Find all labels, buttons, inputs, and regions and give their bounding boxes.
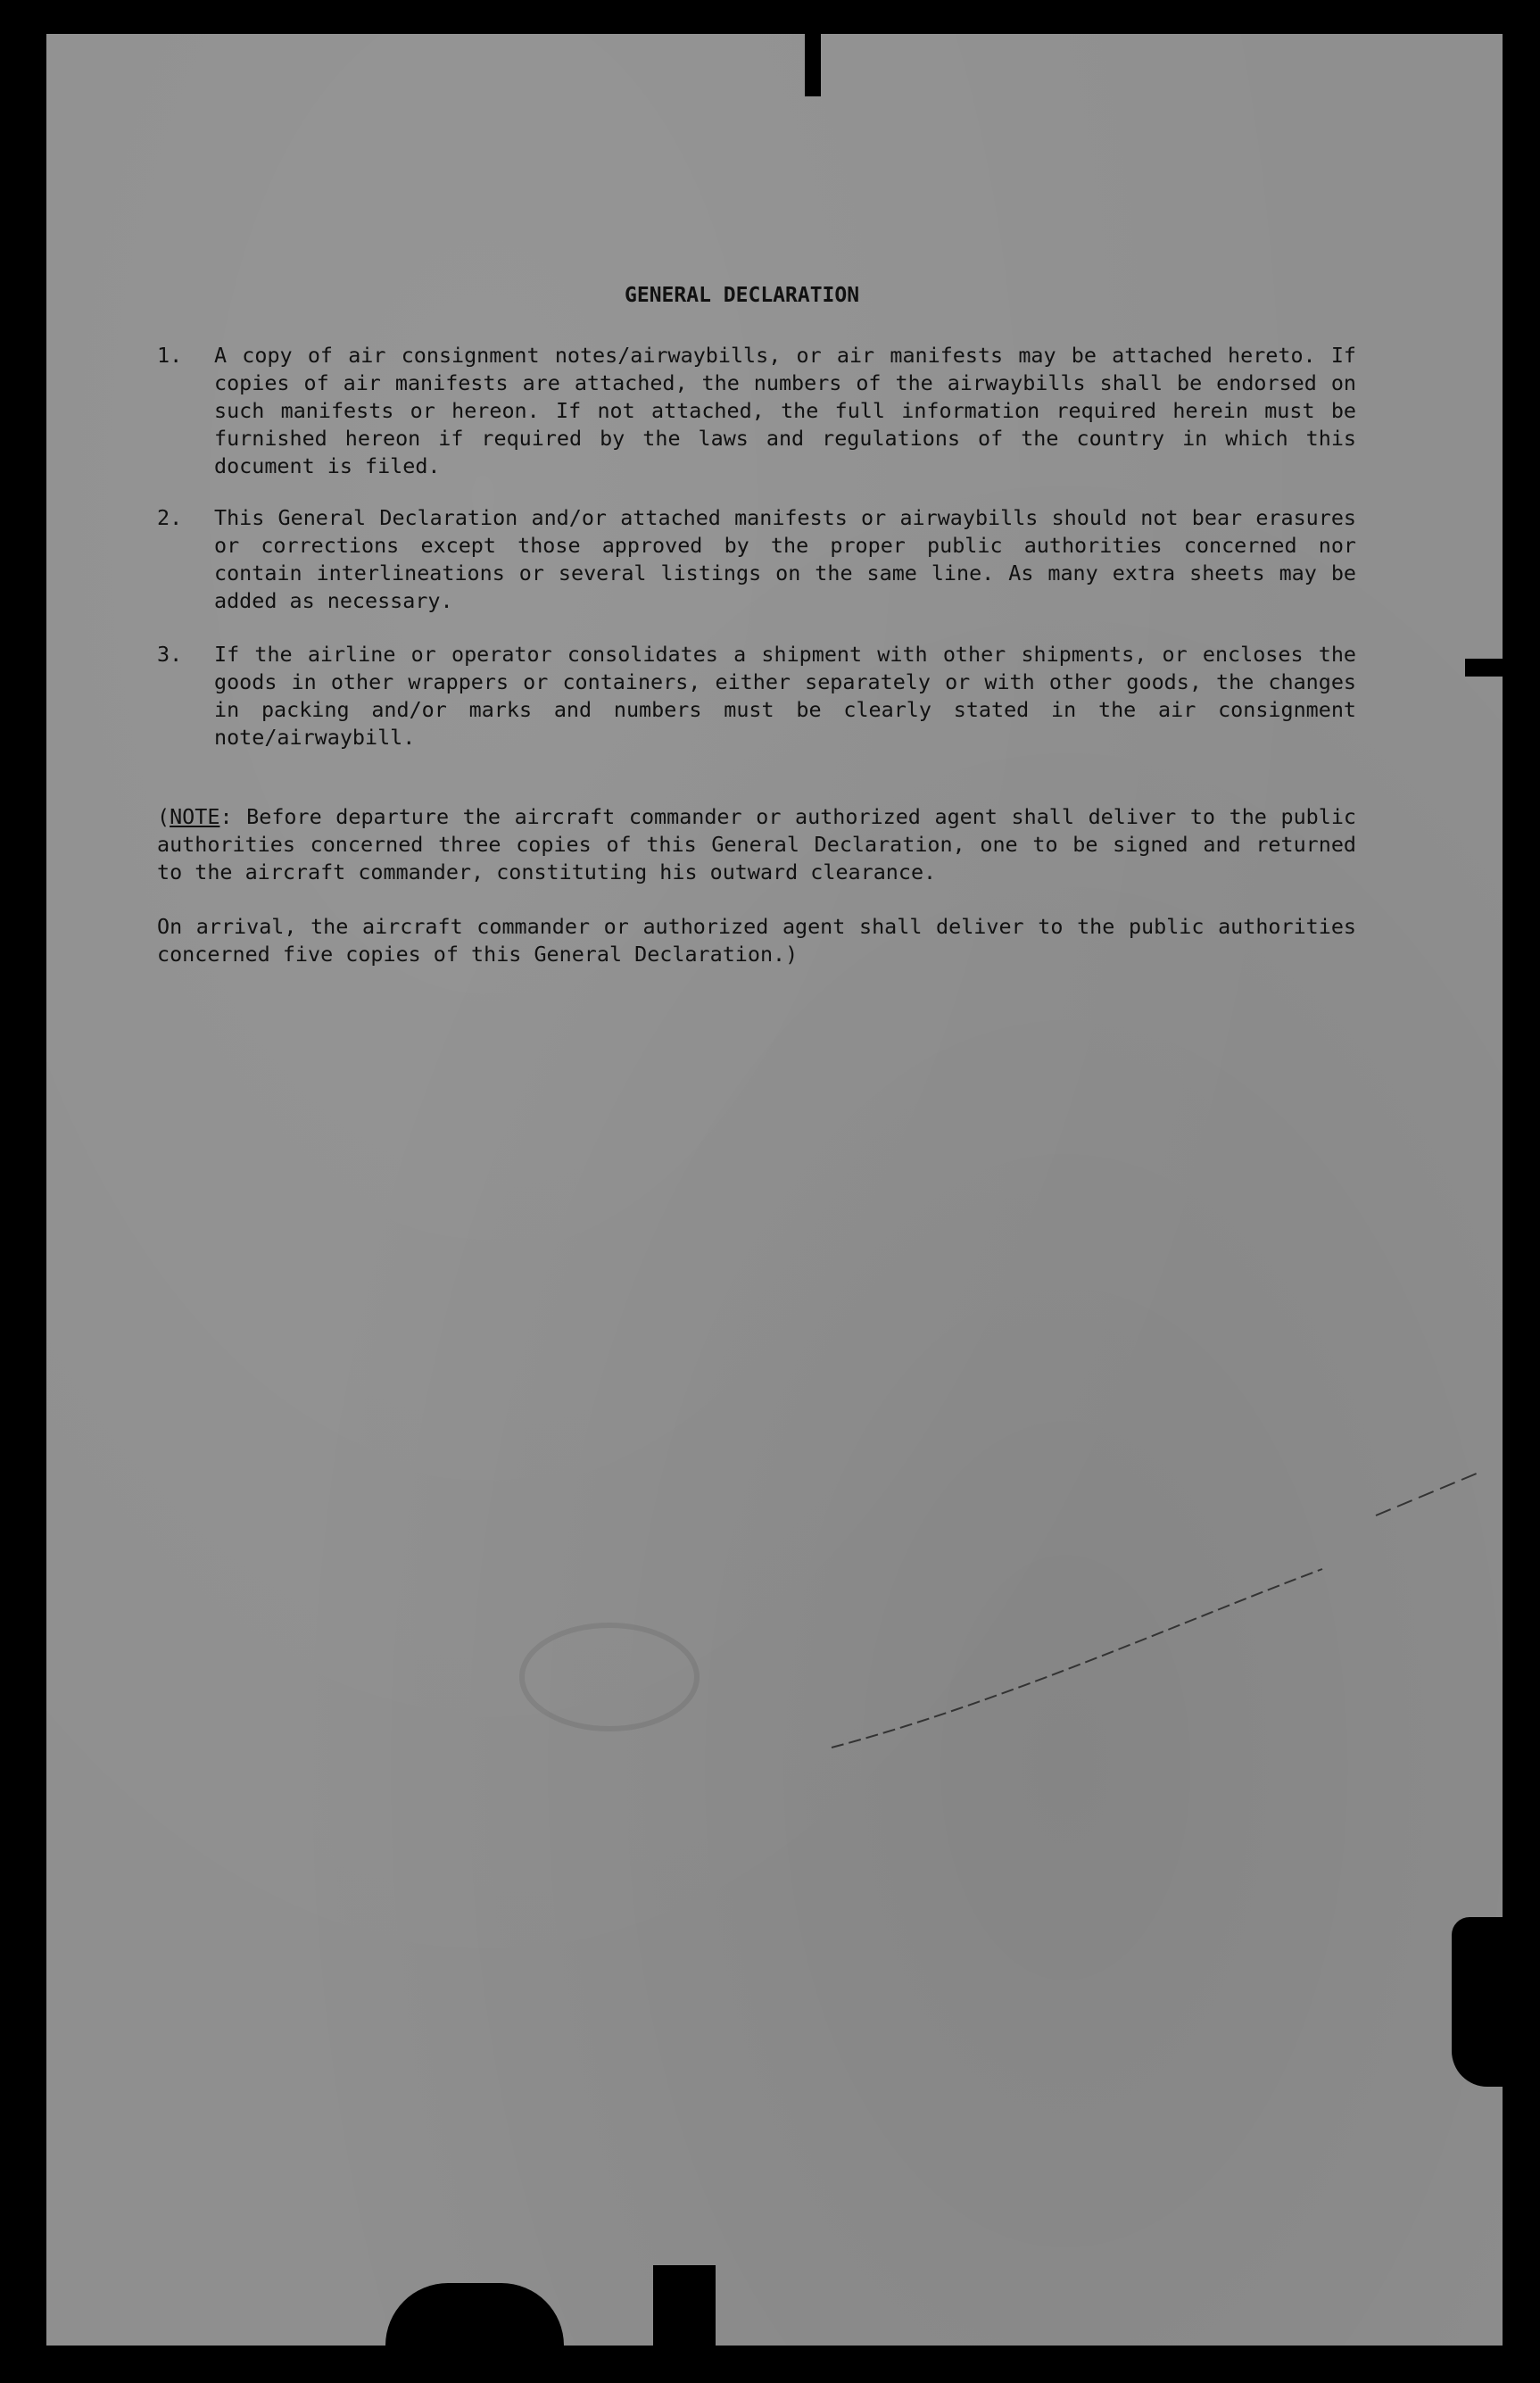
item-3-text: If the airline or operator consolidates a shipment with other shipments, or encloses the goods in other wrappers or containers, either separately or with other goods, the changes in packing and/or marks and numbers must be clearly stated in the air consignment note/airwaybill. [214,642,1356,750]
right-edge-damage [1452,1917,1503,2087]
document-page [46,34,1503,2346]
note-text: Before departure the aircraft commander or authorized agent shall deliver to the public authorities concerned three copies of this General Declaration, one to be signed and returned to the aircraft commander, constituting his outward clearance. [157,804,1356,884]
arrival-paragraph: On arrival, the aircraft commander or authorized agent shall deliver to the public authorities concerned five copies of this General Declaration.) [157,914,1356,967]
note-colon: : [219,804,233,829]
bleed-through-seal [519,1623,700,1731]
note-paragraph [157,803,1356,886]
note-open-paren: ( [157,804,170,829]
item-3-number: 3. [157,642,183,667]
bottom-blot-left [385,2283,564,2346]
pen-stroke-mark [823,1328,1501,1756]
top-tear-mark [805,34,821,96]
document-title: GENERAL DECLARATION [625,284,860,307]
note-label: NOTE [170,804,220,829]
item-1-number: 1. [157,343,183,368]
item-2-text: This General Declaration and/or attached manifests or airwaybills should not bear erasures or corrections except those approved by the proper public authorities concerned nor contain interlineations or several listings on the same line. As many extra sheets may be added as necessary. [214,505,1356,613]
item-1-text: A copy of air consignment notes/airwaybills, or air manifests may be attached hereto. If copies of air manifests are attached, the numbers of the airwaybills shall be endorsed on such manifests or hereon. If not attached, the full information required herein must be furnished hereon if required by the laws and regulations of the country in which this document is filed. [214,343,1356,478]
item-2-number: 2. [157,505,183,530]
bottom-blot-center [653,2265,716,2346]
right-edge-nick [1465,659,1503,677]
